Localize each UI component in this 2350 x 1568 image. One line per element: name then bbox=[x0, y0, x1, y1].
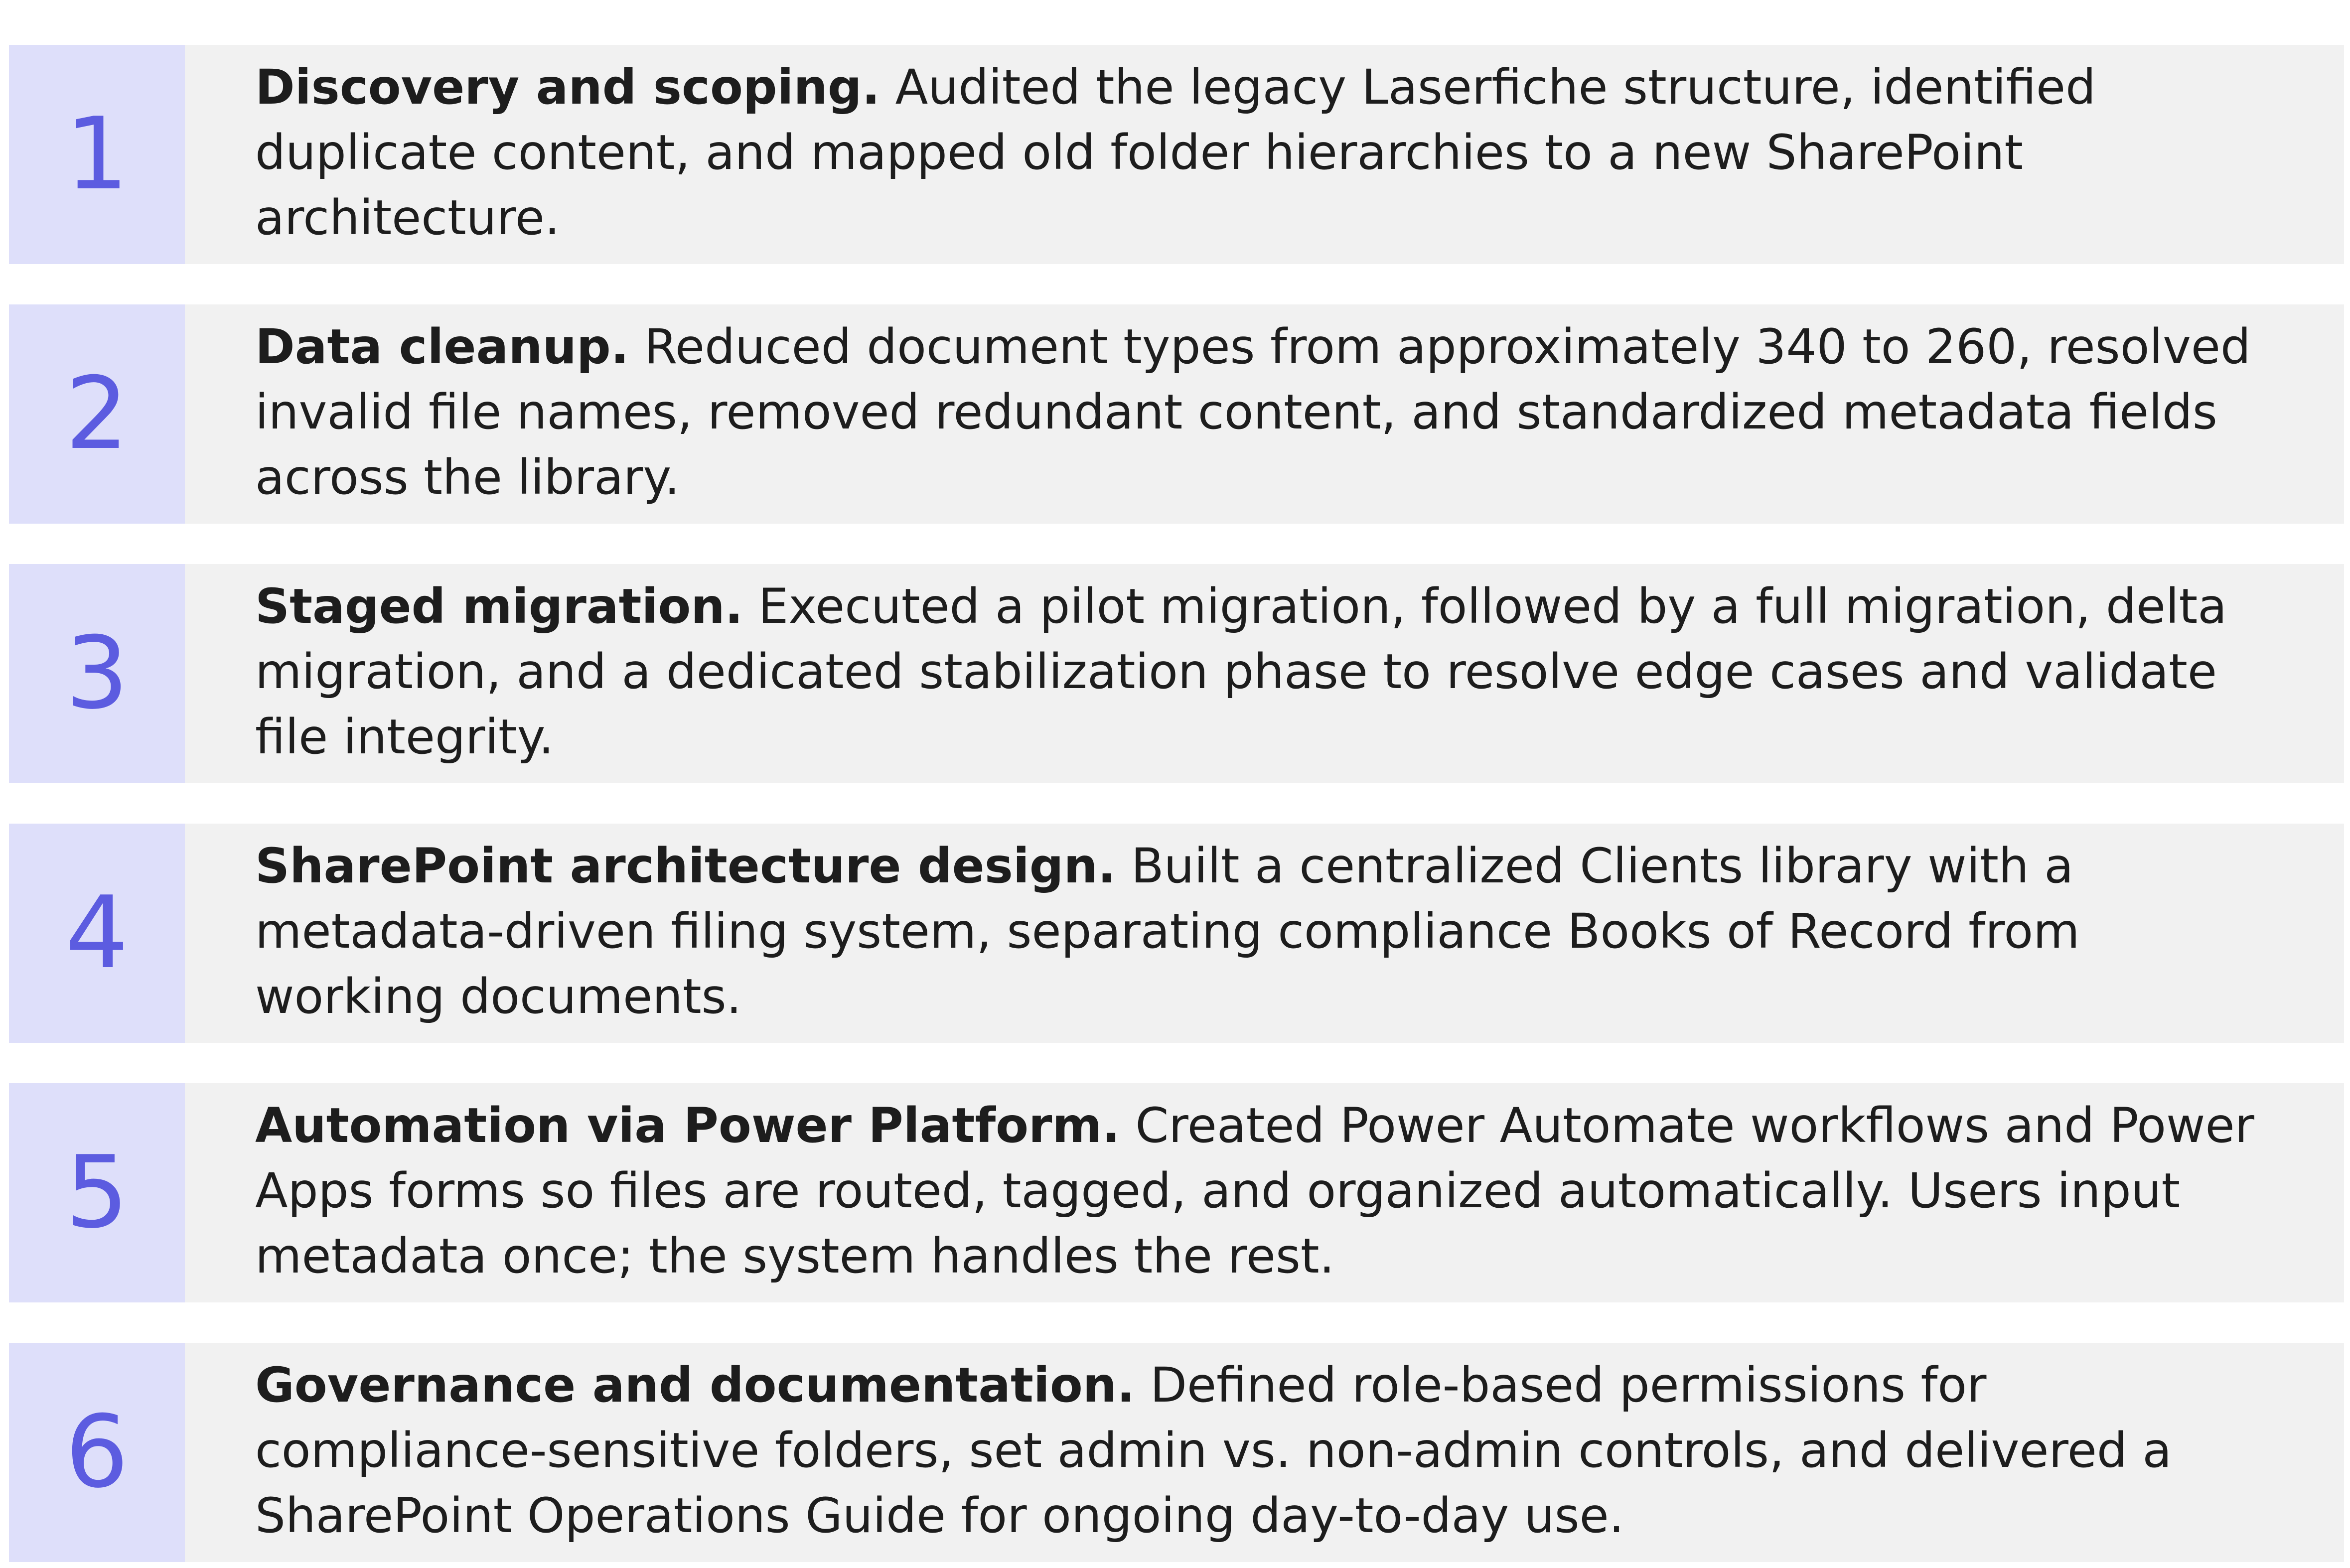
step-number-cell bbox=[9, 304, 185, 524]
step-title: Data cleanup. bbox=[255, 319, 629, 375]
step-title: Staged migration. bbox=[255, 578, 743, 634]
steps-list bbox=[9, 45, 2344, 1568]
step-item-3 bbox=[9, 564, 2344, 783]
step-item-4 bbox=[9, 824, 2344, 1043]
step-title: Automation via Power Platform. bbox=[255, 1098, 1120, 1153]
step-item-1 bbox=[9, 45, 2344, 264]
step-number-cell bbox=[9, 564, 185, 783]
step-title: Discovery and scoping. bbox=[255, 59, 881, 115]
step-body bbox=[185, 1343, 2344, 1562]
step-description: Built a centralized Clients library with a metadata-driven filing system, separating compliance Books of Record from working documents. bbox=[255, 838, 2080, 1024]
step-description: Audited the legacy Laserfiche structure, identified duplicate content, and mapped old folder hierarchies to a new SharePoint architecture. bbox=[255, 59, 2096, 246]
step-number: 3 bbox=[65, 615, 129, 731]
step-description: Executed a pilot migration, followed by a full migration, delta migration, and a dedicated stabilization phase to resolve edge cases and validate file integrity. bbox=[255, 578, 2227, 765]
step-number: 1 bbox=[65, 96, 129, 212]
step-number: 4 bbox=[65, 875, 129, 991]
step-description: Reduced document types from approximately 340 to 260, resolved invalid file names, removed redundant content, and standardized metadata fields across the library. bbox=[255, 319, 2251, 505]
step-number: 6 bbox=[65, 1394, 129, 1510]
step-body bbox=[185, 1083, 2344, 1302]
step-item-5 bbox=[9, 1083, 2344, 1302]
step-number-cell bbox=[9, 1343, 185, 1562]
step-description: Defined role-based permissions for compliance-sensitive folders, set admin vs. non-admin controls, and delivered a SharePoint Operations Guide for ongoing day-to-day use. bbox=[255, 1357, 2172, 1544]
step-number-cell bbox=[9, 45, 185, 264]
step-number: 5 bbox=[65, 1135, 129, 1251]
step-item-2 bbox=[9, 304, 2344, 524]
step-title: Governance and documentation. bbox=[255, 1357, 1135, 1413]
step-body bbox=[185, 564, 2344, 783]
step-title: SharePoint architecture design. bbox=[255, 838, 1116, 894]
step-description: Created Power Automate workflows and Power Apps forms so files are routed, tagged, and organized automatically. Users input metadata once; the system handles the rest. bbox=[255, 1098, 2254, 1284]
step-body bbox=[185, 824, 2344, 1043]
step-body bbox=[185, 45, 2344, 264]
step-body bbox=[185, 304, 2344, 524]
step-number-cell bbox=[9, 1083, 185, 1302]
step-item-6 bbox=[9, 1343, 2344, 1562]
step-number-cell bbox=[9, 824, 185, 1043]
step-number: 2 bbox=[65, 356, 129, 472]
